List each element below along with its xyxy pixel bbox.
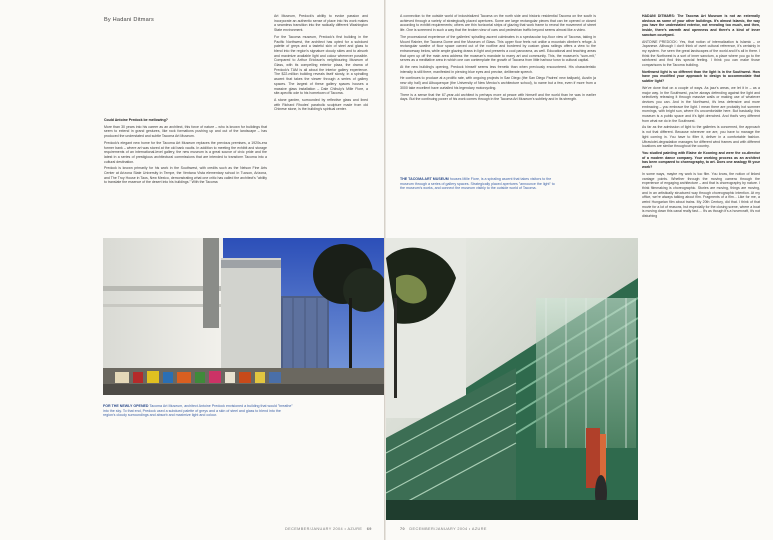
left-column-1 bbox=[104, 118, 267, 233]
right-column-1 bbox=[400, 14, 596, 234]
museum-interior-photo bbox=[386, 238, 638, 520]
left-column-2 bbox=[274, 14, 368, 232]
interview-sidebar bbox=[642, 14, 760, 526]
paragraph: A stone garden, surrounded by reflective glass and lined with Richard Rhodes' parabolic sculpture made from old Chinese stone, is the building's spiritual center. bbox=[274, 97, 368, 112]
left-folio-text: DECEMBER/JANUARY 2004 • AZURE bbox=[285, 527, 363, 531]
left-caption-text: Tacoma Art Museum, architect Antoine Predock envisioned a building that would "breathe" into the sky. To that end, Predock used a subdued palette of greys and a skin of steel and glass to blend into the region's cloudy surroundings and absorb and maximize light and colour. bbox=[103, 404, 293, 418]
museum-exterior-photo bbox=[103, 238, 385, 395]
sidebar-question: You studied painting with Elaine de Kooning and were the co-director of a modern dance company. Your working process as an architect has been compared to choreography, to art. Does one analogy fit your work? bbox=[642, 150, 760, 170]
right-page-number: 70 bbox=[400, 527, 406, 531]
paragraph: For the Tacoma museum, Predock's first building in the Pacific Northwest, the architect has opted for a subdued palette of greys and a tasteful skin of steel and glass to blend into the region's signature cloudy skies and to absorb and maximize available light and colour whenever possible. Compared to Arthur Erickson's neighbouring Museum of Glass, with its compelling exterior plaza, the drama of Predock's TAM is all about the interior gallery experience. The $22-million building reveals itself slowly, in a spiralling ascent that takes the viewer through a series of gallery spaces. The largest of these gallery spaces houses a massive glass installation – Dale Chihuly's Mille Fiore, a site-specific ode to his hometown of Tacoma. bbox=[274, 34, 368, 96]
byline: By Hadani Ditmars bbox=[104, 17, 155, 23]
right-caption-text: houses Mille Fiore, is a spiraling ascent that takes visitors to the museum through a series of gallery spaces. Strategically placed apertures "announce the light" to the museum's works, and connect the museum visibly to the outside world of Tacoma. bbox=[400, 177, 555, 191]
right-page bbox=[386, 0, 773, 540]
sidebar-answer: ANTOINE PREDOCK: Yes, that notion of internalization is Islamic – or Japanese. Although I don't think of overt cultural reference, it's certainly in my system. I've seen the great landscapes of the world and it's all in there. I think the Northwest is a sort of inner sanctum, a place where you go to the rainforest and find this special feeling. I think you can make those comparisons to the Tacoma building. bbox=[642, 39, 760, 68]
left-caption bbox=[103, 404, 293, 418]
sidebar-question: HADANI DITMARS: The Tacoma Art Museum is not an externally obvious as some of your other buildings. It's almost Islamic, the way you have the understated exterior, not revealing too much, and then, inside, there's warmth and openness and there's a kind of inner sanctum courtyard. bbox=[642, 14, 760, 37]
museum-interior-illustration bbox=[386, 238, 638, 520]
right-folio-text: DECEMBER/JANUARY 2004 • AZURE bbox=[409, 527, 487, 531]
sidebar-answer: In some ways, maybe my work is too film. You know, the notion of linked vantage points. Whether through the moving camera through the experience of engaging architecture – and that is choreography by nature. I think filmmaking is choreographic. Stories are moving, things are moving, and in an artistically structured way through choreographic intention. At my office, we're always talking about film. Fragments of a film... Like for me, a weird Hungarian film about trains. My 20th Century, did that. I think of that movie for a lot of reasons, but especially for the closing scene, where a boat is moving down this canal really fast.... It's as though it's a hovercraft, it's not disturbing bbox=[642, 171, 760, 219]
paragraph: The processional experience of the galleries' spiralling ascent culminates in a spectacular top-floor view of Tacoma, taking in Mount Rainier, the Tacoma Dome and the Museum of Glass. This upper floor feels not unlike a mountain climber's refuge. A rectangular swathe of floor space carved out of the roofline and bordered by custom glass railings offers a view to the entranceway below, while ample glazing draws in light and presents a cool panorama, as well. Educational and teaching areas that open up off the main area address the museum's mandate to marry art and community. This, the museum's "sum-mit," serves as a meditative area in which one can contemplate the growth of Tacoma from little harbour town to cultural capital. bbox=[400, 34, 596, 63]
paragraph: A connection to the outside world of industrialized Tacoma on the north side and historic residential Tacoma on the south is achieved through a variety of strategically placed apertures. Some are large rectangular pieces that can be opened or closed according to exhibit requirements; others are thin horizontal strips of glazing that work frame to reveal the movement of street life. One is screened in such a way that the broken view of cars and pedestrian traffic beyond seems almost like a video. bbox=[400, 14, 596, 33]
paragraph: Predock's elegant new home for the Tacoma Art Museum replaces the previous premises, a 1920s-era former bank – where art was stored at the old bank vaults. In addition to meeting the exhibit and storage requirements of an international-level gallery, the new museum is a great source of civic pride and the latest in a series of prestigious architectural commissions that are intended to transform Tacoma into a cultural destination. bbox=[104, 140, 267, 164]
sidebar-question: Northwest light is so different than the light is in the Southwest. How have you modified your approach to design to accommodate that subtler light? bbox=[642, 69, 760, 84]
left-page-number: 69 bbox=[366, 527, 372, 531]
paragraph: There is a sense that the 67-year-old architect is perhaps more at peace with himself and the world than he was in earlier days. But the continuing power of his work comes through in the Tacoma Art Museum's subtlety and in its strength. bbox=[400, 92, 596, 102]
sidebar-answer: As far as the admission of light to the galleries is concerned, the approach is not that different. Because wherever we are, you have to manage the light coming in. You have to filter it, deliver in a comfortable fashion. Ultraviolet-degradation manages for different wind frames and with different locations are similar throughout the country. bbox=[642, 125, 760, 149]
museum-exterior-illustration bbox=[103, 238, 385, 395]
paragraph: Predock is known primarily for his work in the Southwest, with credits such as the Nelson Fine Arts Center at Arizona State University in Tempe, the Ventana Vista elementary school in Tucson, Arizona, and The Troy House in Taos, New Mexico, demonstrating what one critic has called the architect's "ability to translate the essence of the desert into his buildings." With the Tacoma bbox=[104, 166, 267, 185]
paragraph: He continues to produce at a prolific rate, with ongoing projects in San Diego (the San Diego Padres' new ballpark), Austin (a new city hall) and Albuquerque (the University of New Mexico's architecture school), to name but a few, even if more from a 3000 take excellent have curtailed his legendary motorcycling. bbox=[400, 76, 596, 90]
sidebar-answer: We've done that on a couple of ways. As jazz's areas, we let it in – as a major way. In the Southwest, you're always defending against the light and selectively releasing it through massive walls or making use of whatever devices you can. And in the Northwest, it's less defensive and more embracing – you embrace the light. I mean there are probably hot summer mornings, with bright sun, where it's uncomfortable here. But basically, this museum is a public space and it's light drenched. And that's very different from what we do in the Southwest. bbox=[642, 85, 760, 123]
right-caption bbox=[400, 177, 560, 191]
left-folio bbox=[285, 527, 372, 531]
left-caption-lead: FOR THE NEWLY OPENED bbox=[103, 404, 149, 408]
right-caption-lead: THE TACOMA ART MUSEUM bbox=[400, 177, 449, 181]
paragraph: More than 30 years into his career as an architect, this force of nature – who is known for buildings that seem to extend in grand gestures, like rock formations pushing up and out of the landscape – has produced the understated and subtle Tacoma Art Museum. bbox=[104, 124, 267, 139]
left-page bbox=[0, 0, 385, 540]
paragraph: Art Museum, Predock's ability to evoke passion and incorporate an authentic sense of place into his work makes a seamless transition into the radically different Washington State environment. bbox=[274, 14, 368, 33]
paragraph: At the new building's opening, Predock himself seems less frenetic than when previously encountered. His characteristic intensity is still there, manifested in piercing blue eyes and precise, deliberate speech. bbox=[400, 65, 596, 74]
right-folio bbox=[400, 527, 487, 531]
paragraph: Could Antoine Predock be mellowing? bbox=[104, 118, 168, 122]
